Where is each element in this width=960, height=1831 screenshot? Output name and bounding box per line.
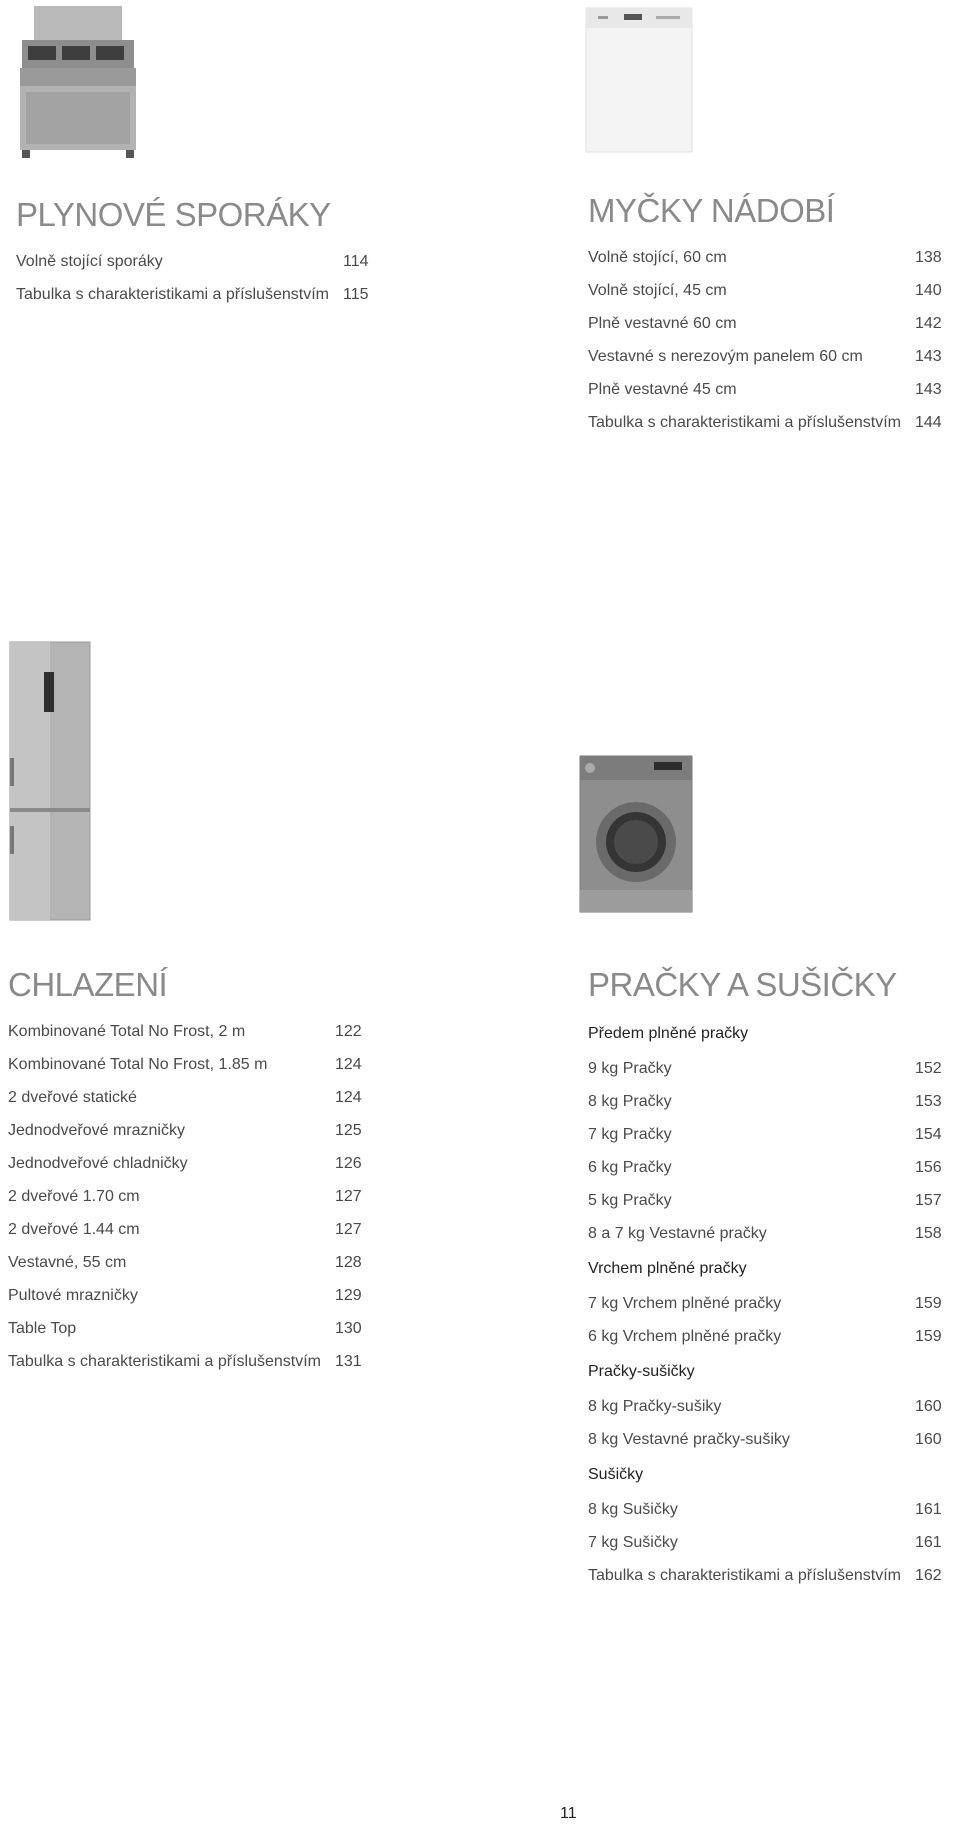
toc-row[interactable]: [588, 1493, 942, 1526]
toc-label: 7 kg Pračky: [588, 1125, 672, 1143]
section-title: PLYNOVÉ SPORÁKY: [16, 196, 331, 233]
toc-page: 127: [335, 1187, 362, 1205]
toc-page: 144: [915, 413, 942, 431]
toc-page: 157: [915, 1191, 942, 1209]
toc-label: Volně stojící, 45 cm: [588, 281, 727, 299]
toc-row[interactable]: [588, 1390, 942, 1423]
toc-page: 161: [915, 1500, 942, 1518]
toc-row[interactable]: [588, 307, 942, 340]
section-dishwashers: [588, 194, 942, 439]
toc-row[interactable]: [588, 1320, 942, 1353]
toc-spacer: [901, 1250, 942, 1287]
toc-spacer: [901, 1353, 942, 1390]
toc-list: [8, 1015, 362, 1378]
toc-subheading: Pračky-sušičky: [588, 1362, 695, 1380]
toc-subheading-top-loaders: [588, 1250, 942, 1287]
toc-label: Plně vestavné 45 cm: [588, 380, 737, 398]
toc-row[interactable]: [588, 1151, 942, 1184]
toc-page: 153: [915, 1092, 942, 1110]
page-number: 11: [560, 1805, 577, 1822]
toc-label: 8 kg Pračky-sušiky: [588, 1397, 722, 1415]
toc-label: 8 kg Sušičky: [588, 1500, 678, 1518]
toc-row[interactable]: [8, 1246, 362, 1279]
toc-label: Kombinované Total No Frost, 1.85 m: [8, 1055, 268, 1073]
toc-label: 9 kg Pračky: [588, 1059, 672, 1077]
toc-row[interactable]: [588, 340, 942, 373]
toc-label: Tabulka s charakteristikami a příslušenstvím: [16, 285, 329, 303]
toc-page: 127: [335, 1220, 362, 1238]
toc-page: 142: [915, 314, 942, 332]
toc-row[interactable]: [8, 1180, 362, 1213]
toc-row[interactable]: [588, 1052, 942, 1085]
toc-row[interactable]: [8, 1048, 362, 1081]
toc-page: 159: [915, 1294, 942, 1312]
toc-label: 7 kg Sušičky: [588, 1533, 678, 1551]
toc-label: 6 kg Vrchem plněné pračky: [588, 1327, 782, 1345]
toc-label: Tabulka s charakteristikami a příslušenstvím: [8, 1352, 321, 1370]
toc-label: 8 a 7 kg Vestavné pračky: [588, 1224, 767, 1242]
toc-page: 156: [915, 1158, 942, 1176]
section-title: MYČKY NÁDOBÍ: [588, 192, 835, 229]
toc-row[interactable]: [8, 1147, 362, 1180]
toc-row[interactable]: [588, 1217, 942, 1250]
toc-subheading-washer-dryers: [588, 1353, 942, 1390]
toc-list: [16, 245, 369, 311]
toc-row[interactable]: [588, 1423, 942, 1456]
toc-page: 124: [335, 1088, 362, 1106]
toc-page: 143: [915, 380, 942, 398]
toc-row[interactable]: [588, 1287, 942, 1320]
toc-label: 2 dveřové statické: [8, 1088, 137, 1106]
toc-label: Kombinované Total No Frost, 2 m: [8, 1022, 246, 1040]
toc-row[interactable]: [588, 1184, 942, 1217]
toc-page: 162: [915, 1566, 942, 1584]
toc-label: 8 kg Pračky: [588, 1092, 672, 1110]
toc-label: 2 dveřové 1.44 cm: [8, 1220, 140, 1238]
toc-row[interactable]: [8, 1081, 362, 1114]
toc-page: 158: [915, 1224, 942, 1242]
toc-page: 143: [915, 347, 942, 365]
toc-row[interactable]: [588, 1559, 942, 1592]
toc-label: Plně vestavné 60 cm: [588, 314, 737, 332]
toc-row[interactable]: [588, 1085, 942, 1118]
section-title: PRAČKY A SUŠIČKY: [588, 966, 897, 1003]
washing-machine-image: [578, 754, 694, 919]
toc-page: 115: [343, 285, 369, 303]
toc-row[interactable]: [8, 1279, 362, 1312]
toc-page: 161: [915, 1533, 942, 1551]
toc-page: 159: [915, 1327, 942, 1345]
toc-page: 114: [343, 252, 369, 270]
toc-label: 7 kg Vrchem plněné pračky: [588, 1294, 782, 1312]
toc-page: 126: [335, 1154, 362, 1172]
toc-label: Jednodveřové mrazničky: [8, 1121, 185, 1139]
toc-row[interactable]: [8, 1015, 362, 1048]
toc-label: 8 kg Vestavné pračky-sušiky: [588, 1430, 790, 1448]
toc-row[interactable]: [8, 1114, 362, 1147]
section-title: CHLAZENÍ: [8, 966, 168, 1003]
toc-page: 122: [335, 1022, 362, 1040]
toc-label: 5 kg Pračky: [588, 1191, 672, 1209]
section-washers-dryers: [588, 968, 942, 1592]
section-cooling: [8, 968, 362, 1378]
toc-row[interactable]: [588, 1526, 942, 1559]
toc-page: 125: [335, 1121, 362, 1139]
toc-page: 124: [335, 1055, 362, 1073]
toc-page: 128: [335, 1253, 362, 1271]
toc-row[interactable]: [588, 241, 942, 274]
dishwasher-image: [584, 6, 694, 159]
toc-row[interactable]: [8, 1345, 362, 1378]
toc-spacer: [901, 1015, 942, 1052]
toc-subheading: Předem plněné pračky: [588, 1024, 749, 1042]
toc-row[interactable]: [588, 406, 942, 439]
toc-label: Vestavné, 55 cm: [8, 1253, 127, 1271]
toc-label: Vestavné s nerezovým panelem 60 cm: [588, 347, 863, 365]
toc-subheading: Sušičky: [588, 1465, 644, 1483]
toc-row[interactable]: [588, 274, 942, 307]
toc-subheading: Vrchem plněné pračky: [588, 1259, 747, 1277]
toc-page: 140: [915, 281, 942, 299]
toc-row[interactable]: [8, 1213, 362, 1246]
toc-subheading-front-loaders: [588, 1015, 942, 1052]
toc-page: 131: [335, 1352, 362, 1370]
toc-label: Table Top: [8, 1319, 77, 1337]
toc-label: Volně stojící, 60 cm: [588, 248, 727, 266]
toc-label: Volně stojící sporáky: [16, 252, 163, 270]
toc-row[interactable]: [16, 278, 369, 311]
toc-label: 2 dveřové 1.70 cm: [8, 1187, 140, 1205]
toc-label: Jednodveřové chladničky: [8, 1154, 188, 1172]
toc-row[interactable]: [588, 373, 942, 406]
toc-page: 138: [915, 248, 942, 266]
toc-label: Tabulka s charakteristikami a příslušenstvím: [588, 413, 901, 431]
toc-page: 160: [915, 1430, 942, 1448]
gas-cooker-image: [14, 6, 140, 163]
toc-list: [588, 241, 942, 439]
toc-label: Tabulka s charakteristikami a příslušenstvím: [588, 1566, 901, 1584]
toc-row[interactable]: [8, 1312, 362, 1345]
toc-label: 6 kg Pračky: [588, 1158, 672, 1176]
toc-spacer: [901, 1456, 942, 1493]
toc-page: 129: [335, 1286, 362, 1304]
section-gas-cookers: [16, 198, 369, 311]
toc-subheading-dryers: [588, 1456, 942, 1493]
toc-row[interactable]: [588, 1118, 942, 1151]
toc-page: 160: [915, 1397, 942, 1415]
toc-row[interactable]: [16, 245, 369, 278]
toc-list: [588, 1015, 942, 1592]
fridge-image: [8, 640, 92, 929]
toc-page: 154: [915, 1125, 942, 1143]
toc-page: 152: [915, 1059, 942, 1077]
toc-page: 130: [335, 1319, 362, 1337]
toc-label: Pultové mrazničky: [8, 1286, 138, 1304]
